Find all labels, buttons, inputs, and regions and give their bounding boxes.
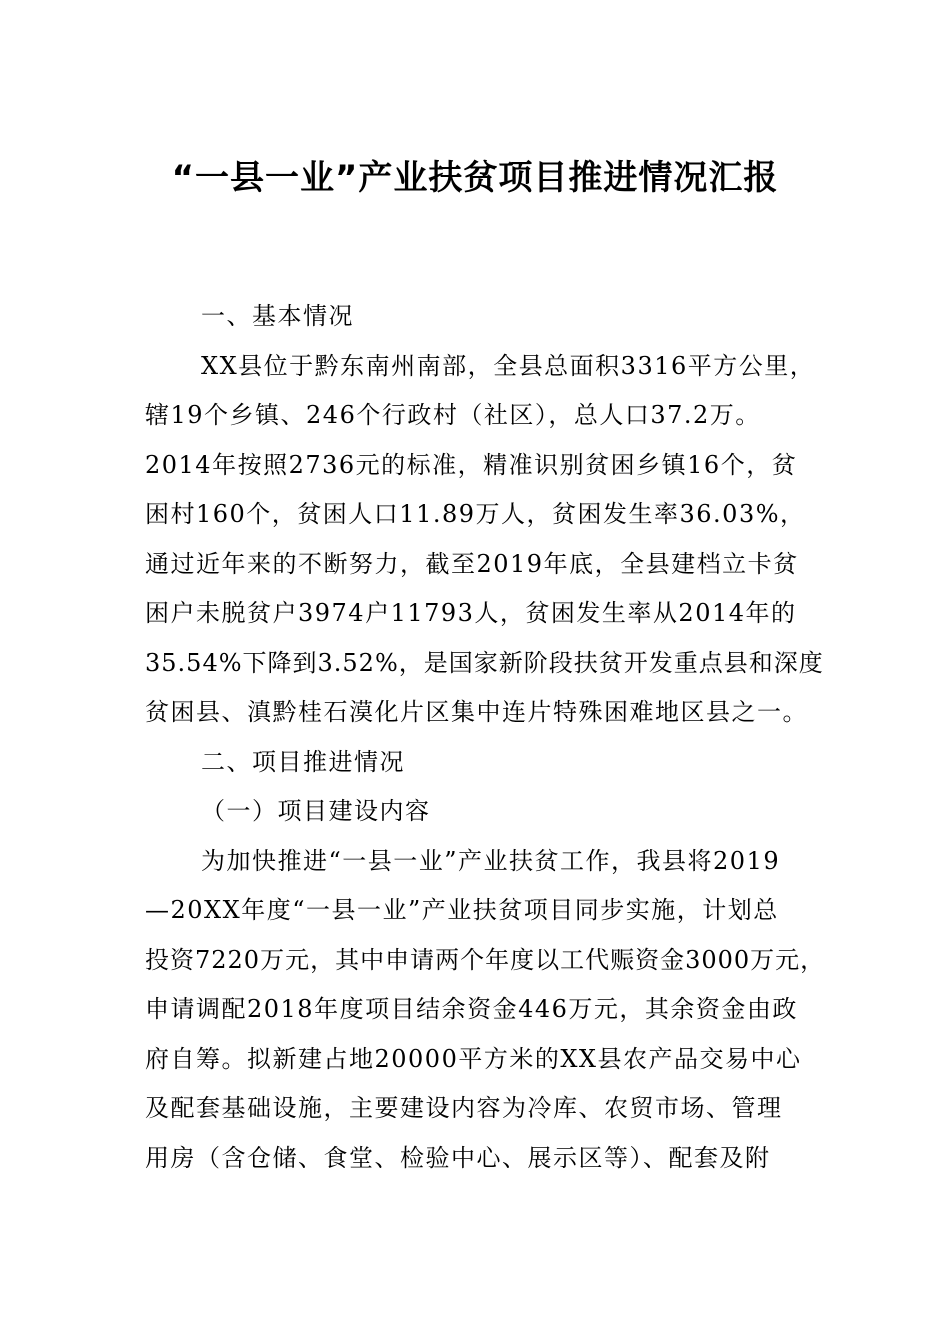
- document-line: 为加快推进“一县一业”产业扶贫工作，我县将2019: [201, 846, 781, 875]
- document-line: 困户未脱贫户3974户11793人，贫困发生率从2014年的: [145, 599, 797, 627]
- document-line: XX县位于黔东南州南部，全县总面积3316平方公里，: [201, 351, 816, 380]
- document-line: 用房（含仓储、食堂、检验中心、展示区等）、配套及附: [145, 1143, 771, 1172]
- document-line: 困村160个，贫困人口11.89万人，贫困发生率36.03%，: [145, 500, 806, 528]
- document-line: 二、项目推进情况: [201, 747, 405, 776]
- document-line: 投资7220万元，其中申请两个年度以工代赈资金3000万元，: [145, 945, 826, 974]
- document-title: “一县一业”产业扶贫项目推进情况汇报: [171, 158, 779, 198]
- document-line: （一）项目建设内容: [201, 797, 431, 825]
- document-line: 申请调配2018年度项目结余资金446万元，其余资金由政: [145, 995, 798, 1023]
- document-line: 一、基本情况: [201, 302, 354, 330]
- document-line: 2014年按照2736元的标准，精准识别贫困乡镇16个，贫: [145, 450, 798, 479]
- document-body: [145, 292, 825, 1183]
- document-line: 及配套基础设施，主要建设内容为冷库、农贸市场、管理: [145, 1094, 783, 1122]
- document-line: 35.54%下降到3.52%，是国家新阶段扶贫开发重点县和深度: [145, 648, 824, 677]
- document-line: 通过近年来的不断努力，截至2019年底，全县建档立卡贫: [145, 549, 799, 578]
- document-line: 辖19个乡镇、246个行政村（社区），总人口37.2万。: [145, 401, 761, 429]
- document-line: —20XX年度“一县一业”产业扶贫项目同步实施，计划总: [145, 896, 779, 924]
- document-line: 府自筹。拟新建占地20000平方米的XX县农产品交易中心: [145, 1044, 802, 1073]
- document-line: 贫困县、滇黔桂石漠化片区集中连片特殊困难地区县之一。: [145, 698, 808, 726]
